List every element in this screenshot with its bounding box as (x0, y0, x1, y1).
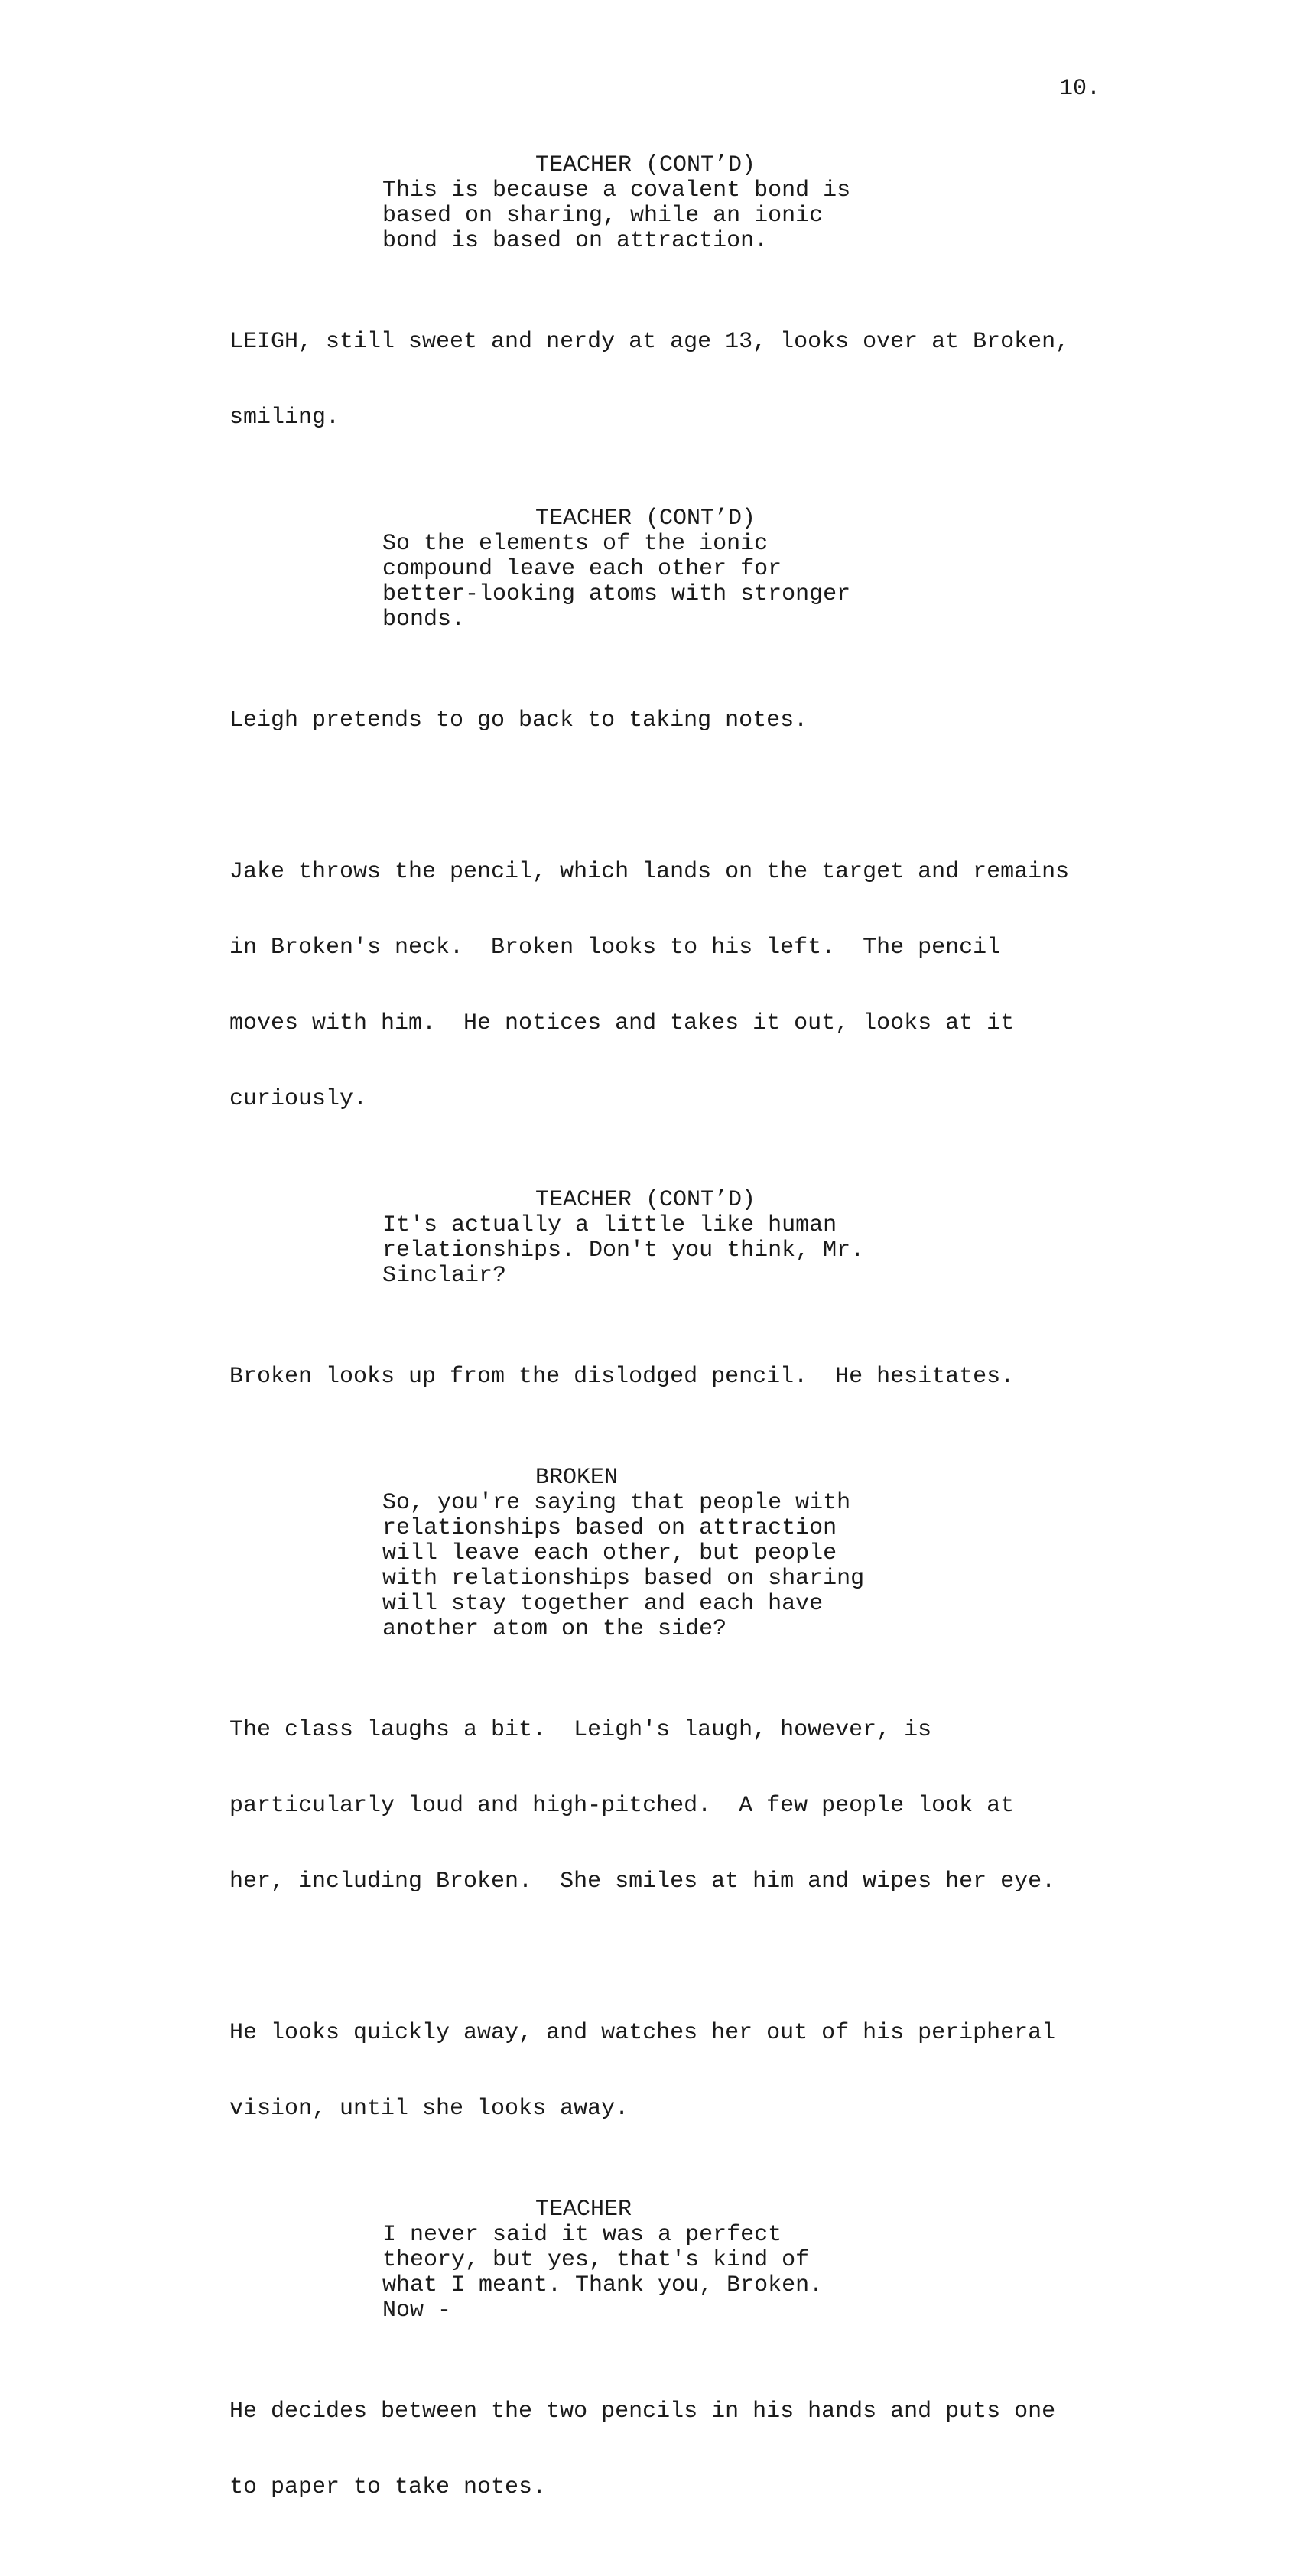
dialogue-line: It's actually a little like human (382, 1212, 837, 1238)
action-paragraph (229, 1314, 1147, 1440)
action-paragraph (229, 809, 1147, 1163)
dialogue-line: This is because a covalent bond is (382, 177, 851, 203)
action-line: He decides between the two pencils in his hands and puts one (229, 2399, 1056, 2425)
dialogue-line: relationships. Don't you think, Mr. (382, 1238, 865, 1264)
dialogue-block (229, 2197, 1147, 2324)
action-paragraph (229, 1667, 1147, 1945)
dialogue-line: will leave each other, but people (382, 1540, 837, 1566)
character-name: TEACHER (535, 2197, 632, 2223)
dialogue-line: compound leave each other for (382, 556, 782, 582)
character-name: TEACHER (CONT’D) (535, 1187, 756, 1213)
dialogue-text (382, 532, 933, 633)
character-name: TEACHER (CONT’D) (535, 506, 756, 532)
action-line: particularly loud and high-pitched. A few people look at (229, 1793, 1015, 1819)
dialogue-block (229, 153, 1147, 254)
action-paragraph (229, 2349, 1147, 2551)
action-line: her, including Broken. She smiles at him and wipes her eye. (229, 1869, 1056, 1895)
action-paragraph (229, 1970, 1147, 2172)
action-line: Broken looks up from the dislodged pencil. He hesitates. (229, 1364, 1015, 1390)
action-line: vision, until she looks away. (229, 2096, 629, 2122)
dialogue-line: So the elements of the ionic (382, 531, 769, 557)
dialogue-text (382, 1491, 933, 1642)
action-line: The class laughs a bit. Leigh's laugh, however, is (229, 1717, 932, 1743)
character-name: BROKEN (535, 1465, 619, 1491)
action-line: to paper to take notes. (229, 2474, 547, 2500)
action-line: moves with him. He notices and takes it out, looks at it (229, 1010, 1015, 1036)
action-line: curiously. (229, 1086, 368, 1112)
dialogue-line: another atom on the side? (382, 1616, 727, 1642)
dialogue-line: with relationships based on sharing (382, 1566, 865, 1592)
dialogue-text (382, 178, 933, 254)
action-paragraph (229, 279, 1147, 481)
dialogue-line: bond is based on attraction. (382, 228, 769, 254)
action-line: in Broken's neck. Broken looks to his left. The pencil (229, 935, 1001, 961)
dialogue-block (229, 1465, 1147, 1642)
action-line: He looks quickly away, and watches her out of his peripheral (229, 2020, 1056, 2046)
dialogue-block (229, 506, 1147, 633)
dialogue-line: will stay together and each have (382, 1591, 824, 1617)
dialogue-line: Now - (382, 2298, 452, 2324)
action-line: smiling. (229, 405, 340, 431)
dialogue-text (382, 2223, 933, 2324)
dialogue-line: based on sharing, while an ionic (382, 203, 824, 229)
dialogue-text (382, 1213, 933, 1289)
dialogue-line: So, you're saying that people with (382, 1490, 851, 1516)
character-name: TEACHER (CONT’D) (535, 152, 756, 178)
dialogue-line: what I meant. Thank you, Broken. (382, 2272, 824, 2298)
screenplay-body (229, 153, 1147, 2576)
dialogue-line: I never said it was a perfect (382, 2222, 782, 2248)
action-line: Leigh pretends to go back to taking notes. (229, 707, 808, 733)
dialogue-line: bonds. (382, 607, 466, 633)
action-paragraph (229, 658, 1147, 784)
action-line: LEIGH, still sweet and nerdy at age 13, looks over at Broken, (229, 329, 1070, 355)
dialogue-block (229, 1188, 1147, 1289)
dialogue-line: relationships based on attraction (382, 1515, 837, 1541)
action-line: Jake throws the pencil, which lands on the target and remains (229, 859, 1070, 885)
dialogue-line: theory, but yes, that's kind of (382, 2247, 810, 2273)
dialogue-line: better-looking atoms with stronger (382, 581, 851, 607)
page-number: 10. (1059, 76, 1101, 102)
dialogue-line: Sinclair? (382, 1263, 507, 1289)
